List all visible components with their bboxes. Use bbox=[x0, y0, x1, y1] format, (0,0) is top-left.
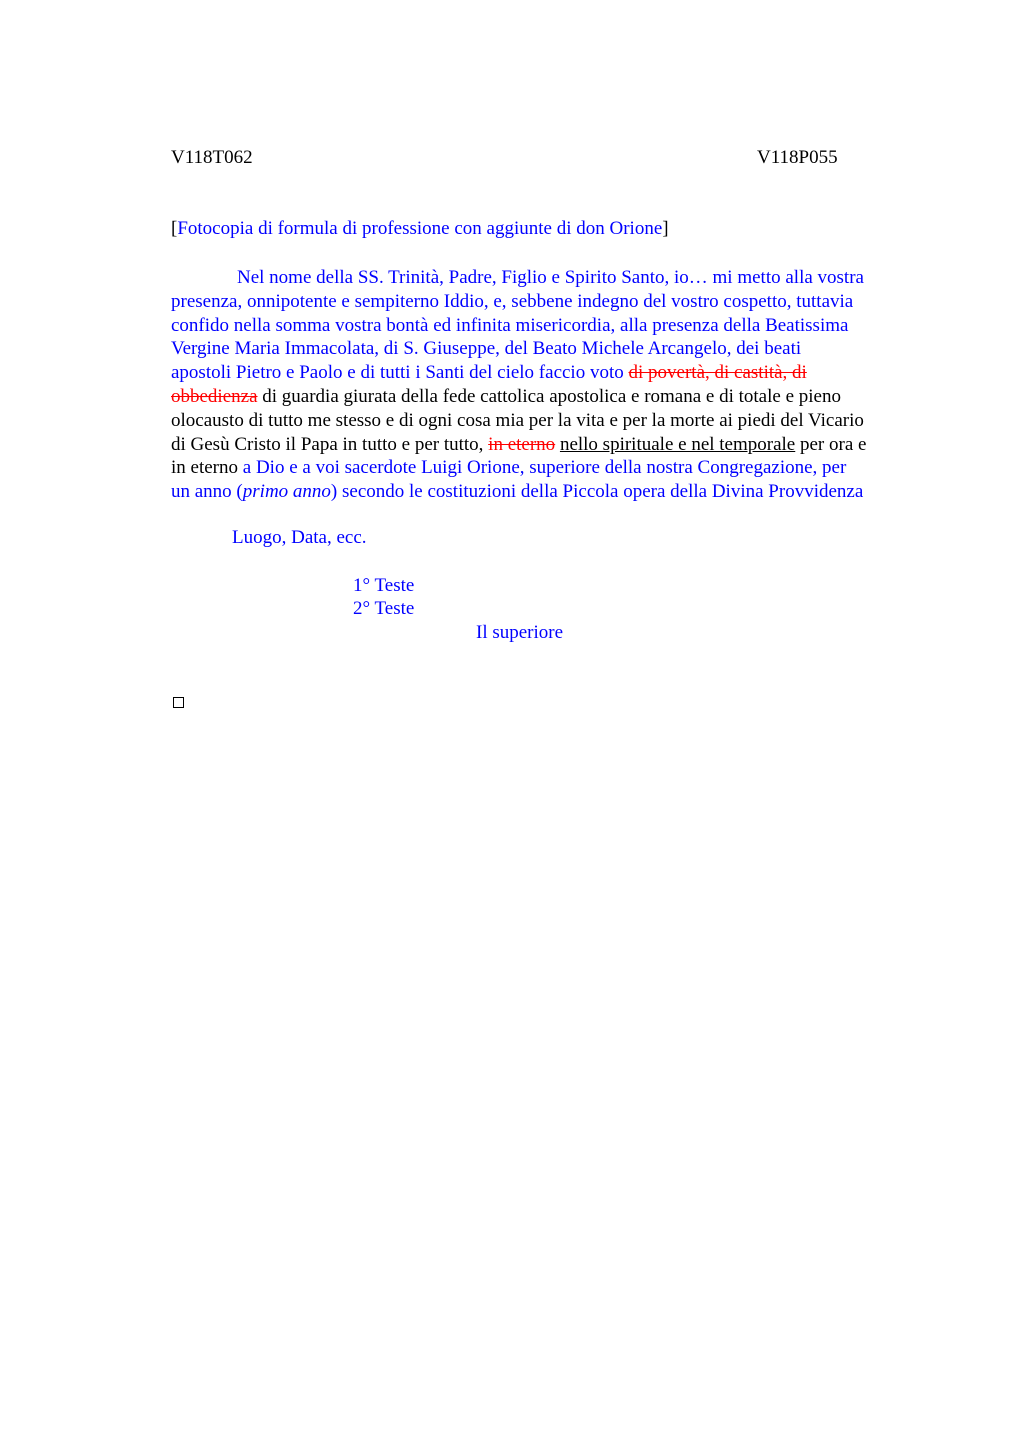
place-date: Luogo, Data, ecc. bbox=[232, 527, 367, 548]
witness-1: 1° Teste bbox=[353, 575, 415, 596]
formula-line-6 bbox=[171, 385, 931, 409]
formula-line-5 bbox=[171, 361, 931, 385]
superior-signature: Il superiore bbox=[476, 622, 564, 643]
formula-line-9 bbox=[171, 456, 931, 480]
heading-bracket-open: [ bbox=[171, 218, 178, 239]
document-heading bbox=[171, 218, 669, 240]
formula-line-10-start: un anno ( bbox=[171, 481, 243, 503]
formula-line-8-deleted: in eterno bbox=[488, 433, 556, 455]
formula-line-3: confido nella somma vostra bontà ed infinita misericordia, alla presenza della Beatissima bbox=[171, 314, 849, 336]
formula-line-9-text: in eterno bbox=[171, 457, 243, 479]
profession-formula bbox=[171, 266, 931, 504]
formula-line-10-italic: primo anno bbox=[242, 481, 331, 503]
heading-text: Fotocopia di formula di professione con aggiunte di don Orione bbox=[177, 218, 663, 239]
formula-line-9-added: a Dio e a voi sacerdote Luigi Orione, superiore della nostra Congregazione, per bbox=[242, 457, 847, 479]
document-code-left: V118T062 bbox=[171, 147, 253, 168]
formula-line-4: Vergine Maria Immacolata, di S. Giuseppe, del Beato Michele Arcangelo, dei beati bbox=[171, 338, 802, 360]
formula-line-6-text: di guardia giurata della fede cattolica apostolica e romana e di totale e pieno bbox=[257, 385, 841, 407]
formula-line-6-deleted: obbedienza bbox=[171, 385, 258, 407]
formula-line-1: Nel nome della SS. Trinità, Padre, Figlio e Spirito Santo, io… mi metto alla vostra bbox=[237, 267, 864, 288]
witness-2: 2° Teste bbox=[353, 598, 415, 619]
heading-bracket-close: ] bbox=[662, 218, 669, 239]
formula-line-2: presenza, onnipotente e sempiterno Iddio, e, sebbene indegno del vostro cospetto, tuttavia bbox=[171, 290, 854, 312]
formula-line-7: olocausto di tutto me stesso e di ogni cosa mia per la vita e per la morte ai piedi del Vicario bbox=[171, 409, 864, 431]
formula-line-8-underlined: nello spirituale e nel temporale bbox=[559, 433, 796, 455]
formula-line-10-end: ) secondo le costituzioni della Piccola opera della Divina Provvidenza bbox=[330, 481, 864, 503]
formula-line-8-text: di Gesù Cristo il Papa in tutto e per tutto, bbox=[171, 433, 489, 455]
formula-line-5-added: apostoli Pietro e Paolo e di tutti i Santi del cielo faccio voto bbox=[171, 362, 629, 384]
document-code-right: V118P055 bbox=[757, 147, 838, 168]
formula-line-10 bbox=[171, 480, 931, 504]
formula-line-8 bbox=[171, 433, 931, 457]
square-icon bbox=[173, 697, 184, 708]
formula-line-5-deleted: di povertà, di castità, di bbox=[628, 362, 807, 384]
formula-line-8-end: per ora e bbox=[795, 433, 867, 455]
